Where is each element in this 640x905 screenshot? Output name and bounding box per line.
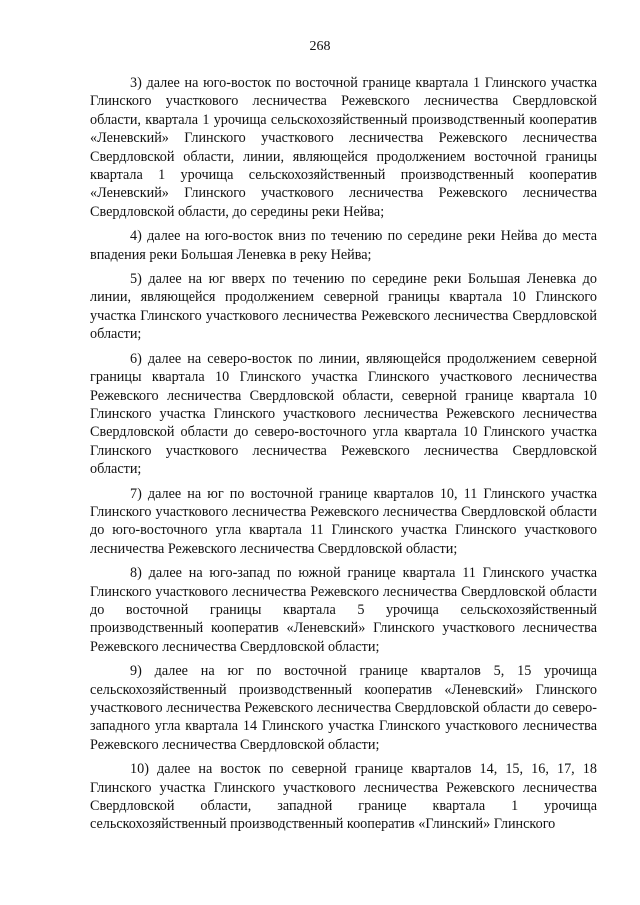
paragraph-3: 3) далее на юго-восток по восточной границе квартала 1 Глинского участка Глинского участкового лесничества Режевского лесничества Свердловской области, квартала 1 урочища сельскохозяйственный производственный кооператив «Леневский» Глинского участкового лесничества Режевского лесничества Свердловской области, линии, являющейся продолжением восточной границы квартала 1 урочища сельскохозяйственный производственный кооператив «Леневский» Глинского участкового лесничества Режевского лесничества Свердловской области, до середины реки Нейва; bbox=[90, 75, 597, 220]
document-body bbox=[90, 74, 597, 834]
page-number: 268 bbox=[309, 39, 331, 54]
paragraph-9: 9) далее на юг по восточной границе кварталов 5, 15 урочища сельскохозяйственный производственный кооператив «Леневский» Глинского участкового лесничества Режевского лесничества Свердловской области до северо-западного угла квартала 14 Глинского участка Глинского участкового лесничества Режевского лесничества Свердловской области; bbox=[90, 663, 597, 753]
paragraph-4: 4) далее на юго-восток вниз по течению по середине реки Нейва до места впадения реки Большая Леневка в реку Нейва; bbox=[90, 228, 597, 263]
paragraph-8: 8) далее на юго-запад по южной границе квартала 11 Глинского участка Глинского участкового лесничества Режевского лесничества Свердловской области до восточной границы квартала 5 урочища сельскохозяйственный производственный кооператив «Леневский» Глинского участкового лесничества Режевского лесничества Свердловской области; bbox=[90, 565, 597, 655]
paragraph-7: 7) далее на юг по восточной границе кварталов 10, 11 Глинского участка Глинского участкового лесничества Режевского лесничества Свердловской области до юго-восточного угла квартала 11 Глинского участка Глинского участкового лесничества Режевского лесничества Свердловской области; bbox=[90, 485, 597, 557]
paragraph-6: 6) далее на северо-восток по линии, являющейся продолжением северной границы квартала 10 Глинского участка Глинского участкового лесничества Режевского лесничества Свердловской области, северной границе квартала 10 Глинского участка Глинского участкового лесничества Режевского лесничества Свердловской области до северо-восточного угла квартала 10 Глинского участка Глинского участкового лесничества Режевского лесничества Свердловской области; bbox=[90, 350, 597, 478]
paragraph-10: 10) далее на восток по северной границе кварталов 14, 15, 16, 17, 18 Глинского участка Глинского участкового лесничества Режевского лесничества Свердловской области, западной границе квартала 1 урочища сельскохозяйственный производственный кооператив «Глинский» Глинского bbox=[90, 761, 597, 833]
paragraph-5: 5) далее на юг вверх по течению по середине реки Большая Леневка до линии, являющейся продолжением северной границы квартала 10 Глинского участка Глинского участкового лесничества Режевского лесничества Свердловской области; bbox=[90, 271, 597, 343]
